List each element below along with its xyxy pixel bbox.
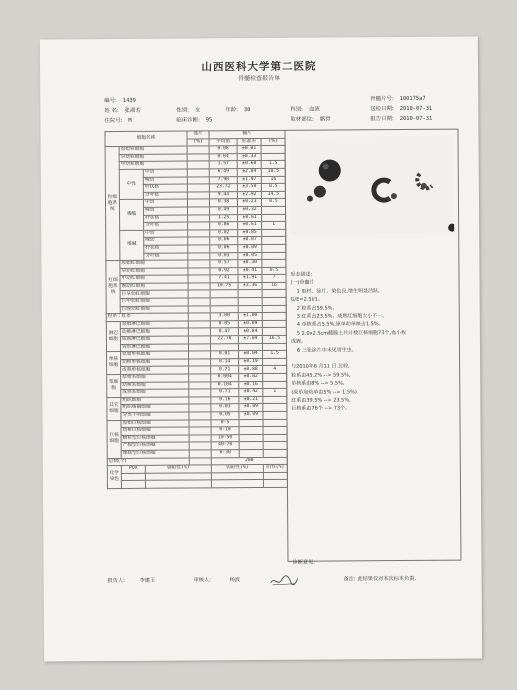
- description-line: 1 取材、涂片、染色良,增生明显活跃,: [296, 287, 380, 295]
- blood-value: [188, 306, 210, 314]
- sd-value: ±0.01: [237, 146, 261, 154]
- blood-value: [189, 404, 211, 412]
- sd-value: ±3.36: [238, 282, 262, 290]
- cell-name: 巨中幼红细胞: [120, 298, 188, 306]
- pct-value: 8.5: [261, 183, 285, 191]
- pct-value: 4: [263, 366, 287, 374]
- pct-value: [263, 404, 287, 412]
- department-field: 科别: 血液: [290, 106, 320, 113]
- blood-value: [188, 283, 210, 291]
- cell-name: 分叶核: [144, 253, 188, 261]
- subgroup-basophil: 嗜碱: [120, 230, 144, 261]
- pct-value: 1: [262, 221, 286, 229]
- pct-value: 1: [263, 389, 287, 397]
- mean-value: 0.06: [210, 237, 238, 245]
- submit-date-field: 送检日期: 2010-07-31: [370, 105, 433, 113]
- age-field: 年龄: 30: [225, 107, 251, 114]
- sd-value: ±0.21: [239, 396, 263, 404]
- cell-name: 中幼粒细胞: [119, 161, 187, 169]
- blood-value: [188, 237, 210, 245]
- cell-name: 组织细胞: [121, 397, 189, 405]
- sd-value: ±1.97: [237, 176, 261, 184]
- description-line: G/E=2.5l/1。: [290, 296, 323, 304]
- mean-value: 0-5: [211, 419, 239, 427]
- mean-value: 0.47: [210, 328, 238, 336]
- blood-value: [187, 199, 209, 207]
- description-line: 与2010年6 月11 日 比较,: [291, 363, 350, 371]
- mean-value: [210, 290, 238, 298]
- blood-value: [188, 275, 210, 283]
- cell-name: 原始淋巴细胞: [120, 321, 188, 329]
- pct-value: [262, 214, 286, 222]
- pct-value: [263, 449, 287, 457]
- blood-value: [188, 343, 210, 351]
- mean-value: 0.86: [210, 222, 238, 230]
- pct-value: [262, 206, 286, 214]
- blood-value: [188, 260, 210, 268]
- mean-value: 7.90: [209, 176, 237, 184]
- blood-value: [188, 290, 210, 298]
- weak-positive-label: 弱阳性(%): [211, 465, 263, 473]
- cell-name: 原始粒细胞: [119, 146, 187, 154]
- cell-name: 杆状核: [144, 215, 188, 223]
- cell-name: 成熟单核细胞: [121, 366, 189, 374]
- mean-value: 1.25: [210, 214, 238, 222]
- blood-value: [189, 419, 211, 427]
- sd-value: ±0.61: [238, 222, 262, 230]
- blood-value: [189, 381, 211, 389]
- cell-name: 成熟浆细胞: [121, 389, 189, 397]
- cell-name: 分叶核: [144, 222, 188, 230]
- cell-name: 晚幼: [144, 237, 188, 245]
- blood-value: [189, 374, 211, 382]
- mean-value: 0.14: [211, 358, 239, 366]
- marrow-slide-no-field: 骨髓片号: 100175a7: [370, 95, 426, 103]
- blood-value: [188, 222, 210, 230]
- mean-value: 10-50: [211, 434, 239, 442]
- description-line: 4 单核系占5.5%,原单幼单核占1.5%。: [296, 321, 384, 329]
- pct-value: 0.5: [262, 267, 286, 275]
- pct-value: [261, 146, 285, 154]
- mean-value: 0-10: [211, 427, 239, 435]
- pct-value: 16: [262, 282, 286, 290]
- mean-value: 1.57: [209, 161, 237, 169]
- pct-value: 7: [262, 275, 286, 283]
- mean-value: 0.06: [210, 245, 238, 253]
- pct-value: [262, 229, 286, 237]
- cell-name: 颗粒型巨核细胞: [121, 435, 189, 443]
- blood-value: [188, 336, 210, 344]
- pct-value: 1.5: [263, 351, 287, 359]
- patient-name-field: 姓 名: 张淑芳: [104, 107, 141, 115]
- handwritten-signature: [269, 574, 299, 588]
- mean-value: [210, 305, 238, 313]
- inpatient-no-field: 住院号: M: [104, 117, 132, 125]
- pct-value: [263, 358, 287, 366]
- pct-value: [263, 373, 287, 381]
- reporter-label: 报告人:: [107, 577, 125, 585]
- group-other: 其它细胞: [107, 397, 121, 420]
- pct-value: [262, 290, 286, 298]
- blood-value: [188, 298, 210, 306]
- description-line: (一)骨髓片: [290, 280, 315, 287]
- reviewer-label: 审核人:: [193, 577, 211, 584]
- pct-value: [263, 381, 287, 389]
- cell-name: 幼稚巨核细胞: [121, 427, 189, 435]
- mean-value: 0-30: [211, 450, 239, 458]
- cell-count-table: [104, 130, 288, 489]
- description-line: 成簇。: [290, 338, 306, 346]
- cell-name: 中幼: [143, 199, 187, 207]
- header-mean: 平均值: [209, 138, 237, 146]
- blood-value: [189, 366, 211, 374]
- cell-name: 产板型巨核细胞: [121, 442, 189, 450]
- sd-value: ±0.02: [239, 373, 263, 381]
- cell-name: 杆状核: [143, 184, 187, 192]
- sd-value: [239, 427, 263, 435]
- cell-name: 晚幼: [143, 177, 187, 185]
- mean-value: 0.05: [211, 412, 239, 420]
- sd-value: ±3.50: [237, 184, 261, 192]
- hospital-name: 山西医科大学第二医院: [201, 60, 317, 74]
- chem-empty-cell: [211, 480, 263, 488]
- group-granulocyte: 粒细胞系统: [105, 147, 120, 261]
- header-marrow: 髓片: [209, 130, 285, 138]
- mean-value: [210, 343, 238, 351]
- cell-name: 异形淋巴细胞: [120, 344, 188, 352]
- mean-value: 0.71: [211, 366, 239, 374]
- pct-value: [261, 153, 285, 161]
- blood-value: [188, 245, 210, 253]
- description-line: 红系由39.5% --> 23.5%,: [291, 397, 351, 404]
- report-date-field: 报告日期: 2010-07-31: [370, 115, 433, 123]
- pct-value: [262, 259, 286, 267]
- pct-value: [263, 396, 287, 404]
- group-plasma: 浆细胞: [107, 374, 121, 397]
- pct-value: [262, 252, 286, 260]
- header-pct: (%): [261, 138, 285, 146]
- description-line: 3 红系占23.5%。成熟红细胞大小不一。: [296, 313, 388, 320]
- pct-value: [263, 411, 287, 419]
- sd-value: ±0.23: [237, 199, 261, 207]
- cell-name: 分叶核: [143, 192, 187, 200]
- mean-value: 0.004: [211, 374, 239, 382]
- chem-empty-cell: [263, 472, 287, 480]
- sd-value: ±0.19: [239, 358, 263, 366]
- mean-value: 0.02: [210, 229, 238, 237]
- cell-name: 成熟淋巴细胞: [120, 336, 188, 344]
- blood-value: [188, 252, 210, 260]
- cell-name: 组织嗜碱细胞: [121, 404, 189, 412]
- group-erythroid: 红细胞系统: [106, 261, 120, 314]
- mean-value: 0.08: [209, 146, 237, 154]
- pct-value: [262, 328, 286, 336]
- strong-positive-label: 强阳性(%): [145, 465, 211, 473]
- pct-value: 16.5: [262, 335, 286, 343]
- blood-value: [188, 268, 210, 276]
- mean-value: 22.78: [210, 336, 238, 344]
- sd-value: ±0.09: [239, 404, 263, 412]
- sd-value: [239, 434, 263, 442]
- sd-value: ±2.92: [237, 191, 261, 199]
- mean-value: 0.71: [211, 389, 239, 397]
- mean-value: 0.03: [211, 404, 239, 412]
- chem-empty-cell: [121, 481, 145, 489]
- blood-value: [187, 146, 209, 154]
- pct-value: [262, 237, 286, 245]
- sd-value: [239, 419, 263, 427]
- cell-name: 巨晚幼红细胞: [120, 306, 188, 314]
- blood-value: [189, 359, 211, 367]
- description-lines: [291, 278, 407, 413]
- sd-value: [239, 449, 263, 457]
- cell-name: 裸核型巨核细胞: [121, 450, 189, 458]
- pct-value: [262, 297, 286, 305]
- description-heading: 形态描述:: [290, 271, 313, 278]
- blood-value: [188, 214, 210, 222]
- sd-value: [238, 305, 262, 313]
- mean-value: 0.03: [210, 252, 238, 260]
- sd-value: ±0.30: [238, 260, 262, 268]
- description-line: 巨核系由76个 --> 73个。: [291, 405, 351, 413]
- pct-value: 0.5: [261, 199, 285, 207]
- pct-value: [263, 426, 287, 434]
- pct-value: 16: [261, 176, 285, 184]
- cell-name: 早幼粒细胞: [119, 154, 187, 162]
- header-sd: 标准差: [237, 138, 261, 146]
- blood-value: [189, 389, 211, 397]
- description-line: (原单加幼单由5% --> 1.5%): [291, 389, 357, 396]
- pox-label: POX: [121, 465, 145, 473]
- report-title: 骨髓检查报告单: [238, 74, 281, 83]
- id-field: 编号: 1439: [104, 97, 136, 105]
- subgroup-eosinophil: 嗜酸: [119, 200, 143, 231]
- mean-value: 6.49: [209, 169, 237, 177]
- total-blood: [189, 457, 211, 465]
- sd-value: ±0.42: [239, 389, 263, 397]
- mean-value: 0.104: [211, 381, 239, 389]
- pct-value: 1.5: [261, 161, 285, 169]
- blood-value: [189, 450, 211, 458]
- group-mega: 巨核细胞: [107, 420, 121, 458]
- sd-value: ±0.07: [238, 237, 262, 245]
- description-line: 粒系由45.2% --> 59.5%,: [291, 372, 351, 379]
- sex-field: 性别: 女: [176, 107, 201, 114]
- sd-value: ±0.05: [238, 252, 262, 260]
- sd-value: [238, 343, 262, 351]
- blood-value: [187, 161, 209, 169]
- diagnosis-advice: 诊断意见:: [292, 559, 316, 566]
- mean-value: 9.44: [209, 191, 237, 199]
- report-sheet: [40, 36, 482, 661]
- sd-value: ±2.04: [237, 168, 261, 176]
- mean-value: [210, 298, 238, 306]
- blood-value: [187, 192, 209, 200]
- description-line: 6 三张涂片中未见寄生虫。: [296, 346, 357, 354]
- sd-value: ±0.04: [239, 351, 263, 359]
- mean-value: 0.38: [209, 199, 237, 207]
- blood-value: [189, 427, 211, 435]
- pct-value: [263, 419, 287, 427]
- chem-empty-cell: [145, 480, 211, 488]
- pct-value: [262, 305, 286, 313]
- sd-value: ±0.09: [238, 320, 262, 328]
- marrow-smear-photo: [290, 136, 455, 235]
- blood-value: [189, 442, 211, 450]
- mean-value: 0.05: [210, 321, 238, 329]
- total-value: 200: [211, 457, 287, 465]
- mean-value: 0.16: [211, 396, 239, 404]
- cell-name: 原始巨核细胞: [121, 420, 189, 428]
- header-cell-name: 细胞名称: [105, 131, 187, 147]
- pct-value: [263, 442, 287, 450]
- chem-empty-cell: [121, 473, 145, 481]
- sd-value: ±0.88: [239, 366, 263, 374]
- cell-name: 原始红细胞: [120, 260, 188, 268]
- blood-value: [188, 313, 210, 321]
- mean-value: 7.41: [210, 275, 238, 283]
- sd-value: ±0.09: [238, 244, 262, 252]
- sd-value: [239, 442, 263, 450]
- right-panel: [284, 129, 461, 566]
- header-blood: 血片: [187, 131, 209, 139]
- cell-count-body: [105, 130, 288, 488]
- mean-value: 0.01: [211, 351, 239, 359]
- blood-value: [189, 351, 211, 359]
- mean-value: 0.57: [210, 260, 238, 268]
- group-lymph: 淋巴细胞: [106, 321, 120, 351]
- cell-name: 杆状核: [144, 245, 188, 253]
- blood-value: [188, 328, 210, 336]
- blood-value: [188, 230, 210, 238]
- pct-value: 10.5: [261, 168, 285, 176]
- gran-ery-ratio: 粒系 : 红系: [106, 313, 188, 321]
- sd-value: ±0.61: [238, 214, 262, 222]
- cell-name: 中幼: [144, 230, 188, 238]
- blood-value: [188, 321, 210, 329]
- reviewer-name: 杨波: [229, 577, 241, 584]
- cell-name: 分类不明细胞: [121, 412, 189, 420]
- sd-value: [238, 298, 262, 306]
- pct-value: 14.5: [261, 191, 285, 199]
- cell-name: 晚幼红细胞: [120, 283, 188, 291]
- header-blood-unit: (%): [187, 138, 209, 146]
- cell-name: 幼稚浆细胞: [121, 382, 189, 390]
- chem-empty-cell: [263, 480, 287, 488]
- cell-name: 幼稚淋巴细胞: [120, 328, 188, 336]
- blood-value: [189, 397, 211, 405]
- cell-name: 巨早幼红细胞: [120, 290, 188, 298]
- table-row: [107, 480, 287, 489]
- morphology-description: [290, 270, 406, 414]
- pct-value: [262, 320, 286, 328]
- mean-value: 10.75: [210, 283, 238, 291]
- subgroup-neutrophil: 中性: [119, 169, 143, 200]
- description-line: 2 粒系占59.5%。: [296, 305, 338, 312]
- sd-value: ±1.00: [238, 313, 262, 321]
- cell-name: 原始浆细胞: [121, 374, 189, 382]
- description-line: 5 2.0x2.5cm髓膜上共计数巨核细胞73个,血小板: [296, 329, 407, 337]
- pct-value: [262, 313, 286, 321]
- cell-name: 原始单核细胞: [121, 351, 189, 359]
- pct-value: [263, 434, 287, 442]
- negative-label: 阴性(%): [263, 464, 287, 472]
- total-label: 总数(个): [107, 458, 189, 466]
- chem-stain-label: 化学染色: [107, 466, 121, 489]
- mean-value: 0.49: [210, 207, 238, 215]
- cell-name: 晚幼: [144, 207, 188, 215]
- sd-value: ±0.84: [238, 328, 262, 336]
- description-line: 单核系由8% --> 5.5%,: [291, 380, 345, 388]
- diagnosis-field: 临床诊断: 95: [176, 117, 213, 124]
- note-field: 备注: 此结果仅对本次标本负责.: [343, 575, 417, 583]
- mean-value: 0.64: [209, 153, 237, 161]
- group-mono: 单核细胞: [107, 352, 121, 375]
- sd-value: ±1.91: [238, 275, 262, 283]
- sd-value: [238, 290, 262, 298]
- cell-name: 中幼: [143, 169, 187, 177]
- sample-site-field: 取材部位: 髂骨: [290, 116, 331, 123]
- cell-name: 中幼红细胞: [120, 275, 188, 283]
- sd-value: ±0.60: [237, 161, 261, 169]
- blood-value: [189, 412, 211, 420]
- blood-value: [188, 207, 210, 215]
- pct-value: [262, 244, 286, 252]
- sd-value: ±0.32: [238, 206, 262, 214]
- sd-value: ±0.41: [238, 267, 262, 275]
- reporter-name: 李建玉: [139, 577, 156, 584]
- blood-value: [187, 176, 209, 184]
- blood-value: [189, 435, 211, 443]
- pct-value: [262, 343, 286, 351]
- sd-value: ±0.09: [239, 411, 263, 419]
- blood-value: [187, 184, 209, 192]
- blood-value: [187, 169, 209, 177]
- mean-value: 3.00: [210, 313, 238, 321]
- mean-value: 0.92: [210, 267, 238, 275]
- sd-value: ±0.05: [238, 229, 262, 237]
- mean-value: 40-70: [211, 442, 239, 450]
- sd-value: ±7.04: [238, 336, 262, 344]
- mean-value: 23.72: [209, 184, 237, 192]
- cell-name: 早幼红细胞: [120, 268, 188, 276]
- sd-value: ±0.33: [237, 153, 261, 161]
- blood-value: [187, 154, 209, 162]
- sd-value: ±0.16: [239, 381, 263, 389]
- cell-name: 幼稚单核细胞: [121, 359, 189, 367]
